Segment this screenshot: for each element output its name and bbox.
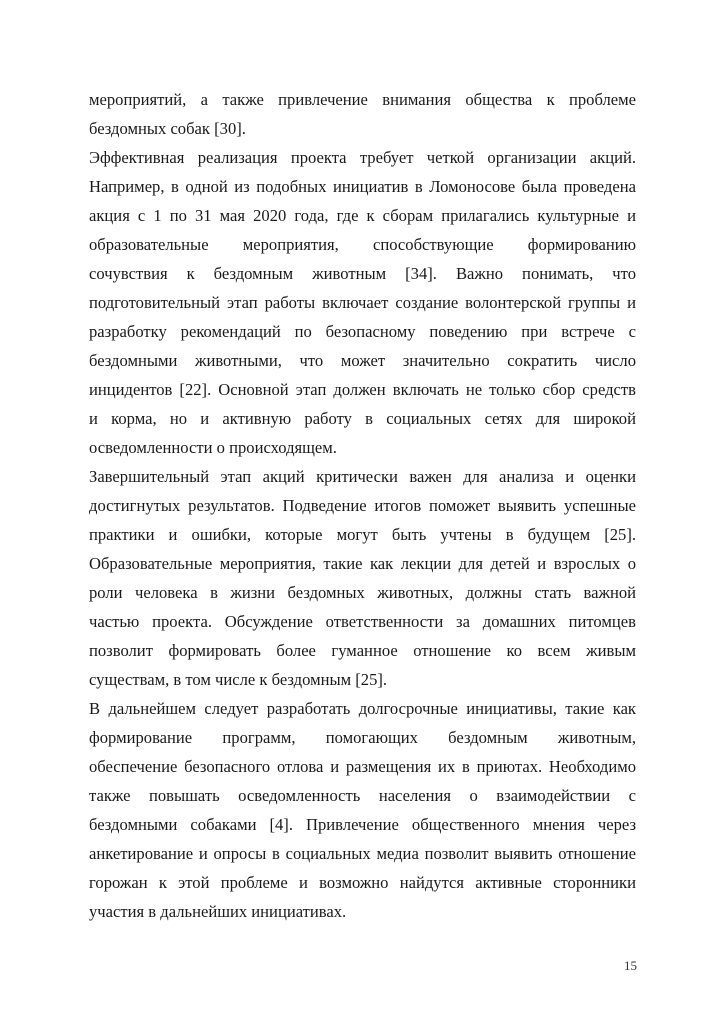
text-line: также повышать осведомленность населения о взаимодействии с <box>89 786 636 805</box>
body-text <box>89 85 636 926</box>
text-line: существам, в том числе к бездомным [25]. <box>89 670 388 689</box>
text-line: и корма, но и активную работу в социальных сетях для широкой <box>89 409 636 428</box>
text-line: разработку рекомендаций по безопасному поведению при встрече с <box>89 322 636 341</box>
text-line: формирование программ, помогающих бездомным животным, <box>89 728 636 747</box>
text-line: акция с 1 по 31 мая 2020 года, где к сборам прилагались культурные и <box>89 206 636 225</box>
text-line: В дальнейшем следует разработать долгосрочные инициативы, такие как <box>89 699 636 718</box>
text-line: бездомными собаками [4]. Привлечение общественного мнения через <box>89 815 636 834</box>
text-line: сочувствия к бездомным животным [34]. Важно понимать, что <box>89 264 636 283</box>
text-line: достигнутых результатов. Подведение итогов поможет выявить успешные <box>89 496 636 515</box>
text-line: подготовительный этап работы включает создание волонтерской группы и <box>89 293 636 312</box>
text-line: образовательные мероприятия, способствующие формированию <box>89 235 636 254</box>
text-line: Образовательные мероприятия, такие как лекции для детей и взрослых о <box>89 554 636 573</box>
text-line: инцидентов [22]. Основной этап должен включать не только сбор средств <box>89 380 636 399</box>
text-line: обеспечение безопасного отлова и размещения их в приютах. Необходимо <box>89 757 636 776</box>
text-line: практики и ошибки, которые могут быть учтены в будущем [25]. <box>89 525 636 544</box>
text-line: участия в дальнейших инициативах. <box>89 902 347 921</box>
text-line: бездомными животными, что может значительно сократить число <box>89 351 636 370</box>
text-line: мероприятий, а также привлечение внимания общества к проблеме <box>89 90 636 109</box>
text-line: бездомных собак [30]. <box>89 119 246 138</box>
text-line: позволит формировать более гуманное отношение ко всем живым <box>89 641 636 660</box>
text-line: анкетирование и опросы в социальных медиа позволит выявить отношение <box>89 844 636 863</box>
page-number: 15 <box>624 958 637 973</box>
text-line: горожан к этой проблеме и возможно найдутся активные сторонники <box>89 873 636 892</box>
text-line: роли человека в жизни бездомных животных, должны стать важной <box>89 583 636 602</box>
text-line: осведомленности о происходящем. <box>89 438 337 457</box>
text-line: частью проекта. Обсуждение ответственности за домашних питомцев <box>89 612 636 631</box>
text-line: Эффективная реализация проекта требует четкой организации акций. <box>89 148 636 167</box>
text-line: Завершительный этап акций критически важен для анализа и оценки <box>89 467 636 486</box>
text-line: Например, в одной из подобных инициатив в Ломоносове была проведена <box>89 177 636 196</box>
